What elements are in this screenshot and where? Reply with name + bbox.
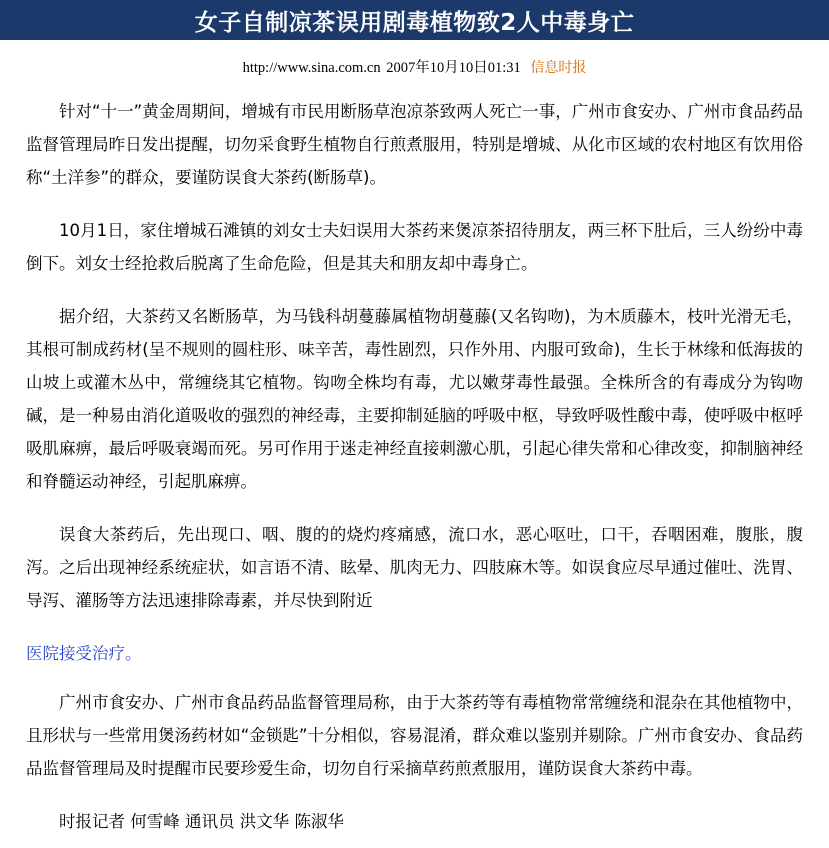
article-meta bbox=[0, 56, 829, 77]
article-paragraph: 10月1日，家住增城石滩镇的刘女士夫妇误用大茶药来煲凉茶招待朋友，两三杯下肚后，三人纷纷中毒倒下。刘女士经抢救后脱离了生命危险，但是其夫和朋友却中毒身亡。 bbox=[26, 221, 803, 273]
article-paragraph: 广州市食安办、广州市食品药品监督管理局称，由于大茶药等有毒植物常常缠绕和混杂在其他植物中，且形状与一些常用煲汤药材如“金锁匙”十分相似，容易混淆，群众难以鉴别并剔除。广州市食安办、食品药品监督管理局及时提醒市民要珍爱生命，切勿自行采摘草药煎煮服用，谨防误食大茶药中毒。 bbox=[26, 693, 803, 778]
article-byline: 时报记者 何雪峰 通讯员 洪文华 陈淑华 bbox=[59, 812, 344, 831]
article-paragraph: 针对“十一”黄金周期间，增城有市民用断肠草泡凉茶致两人死亡一事，广州市食安办、广州市食品药品监督管理局昨日发出提醒，切勿采食野生植物自行煎煮服用，特别是增城、从化市区域的农村地区有饮用俗称“土洋参”的群众，要谨防误食大茶药(断肠草)。 bbox=[26, 102, 803, 187]
headline-banner bbox=[0, 0, 829, 40]
publish-source: 信息时报 bbox=[530, 60, 587, 76]
source-url[interactable]: http://www.sina.com.cn bbox=[242, 60, 381, 76]
article-link-paragraph[interactable]: 医院接受治疗。 bbox=[26, 644, 142, 663]
article-body bbox=[26, 95, 803, 838]
article-paragraph: 据介绍，大茶药又名断肠草，为马钱科胡蔓藤属植物胡蔓藤(又名钩吻)，为木质藤木，枝叶光滑无毛，其根可制成药材(呈不规则的圆柱形、味辛苦，毒性剧烈，只作外用、内服可致命)，生长于林缘和低海拔的山坡上或灌木丛中，常缠绕其它植物。钩吻全株均有毒，尤以嫩芽毒性最强。全株所含的有毒成分为钩吻碱，是一种易由消化道吸收的强烈的神经毒，主要抑制延脑的呼吸中枢，导致呼吸性酸中毒，使呼吸中枢呼吸肌麻痹，最后呼吸衰竭而死。另可作用于迷走神经直接刺激心肌，引起心律失常和心律改变，抑制脑神经和脊髓运动神经，引起肌麻痹。 bbox=[26, 307, 803, 491]
page-title: 女子自制凉茶误用剧毒植物致2人中毒身亡 bbox=[194, 9, 635, 36]
article-paragraph: 误食大茶药后，先出现口、咽、腹的的烧灼疼痛感，流口水，恶心呕吐，口干，吞咽困难，腹胀，腹泻。之后出现神经系统症状，如言语不清、眩晕、肌肉无力、四肢麻木等。如误食应尽早通过催吐、洗胃、导泻、灌肠等方法迅速排除毒素，并尽快到附近 bbox=[26, 525, 803, 610]
publish-date: 2007年10月10日01:31 bbox=[386, 60, 521, 76]
